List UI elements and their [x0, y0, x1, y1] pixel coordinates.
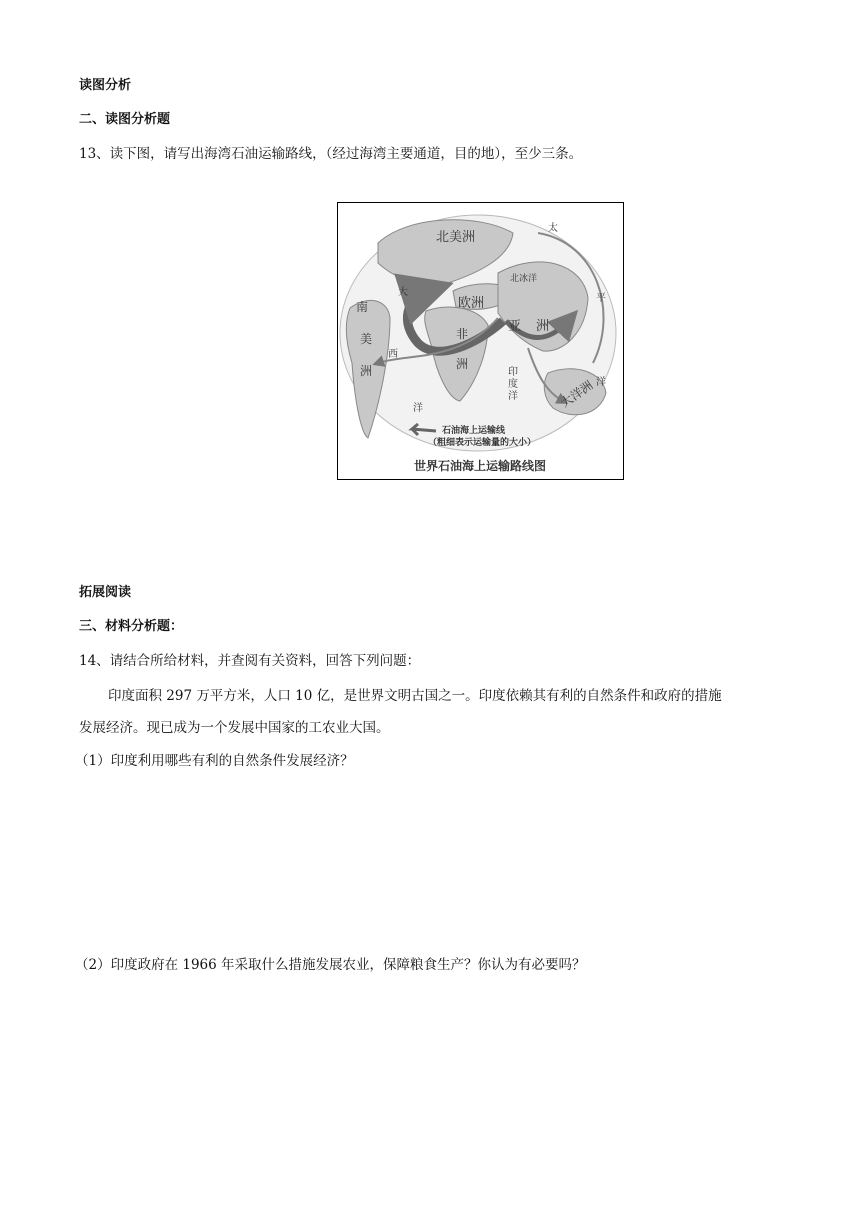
label-pacific-3: 洋	[596, 377, 606, 388]
map-title: 世界石油海上运输路线图	[413, 459, 547, 473]
legend-note: （粗细表示运输量的大小）	[428, 438, 537, 448]
label-north-america: 北美洲	[436, 230, 476, 245]
label-oceania: 大洋洲	[557, 378, 596, 411]
label-asia-1: 亚	[508, 319, 522, 334]
sub-question-1: （1）印度利用哪些有利的自然条件发展经济？	[75, 753, 354, 769]
label-africa-2: 洲	[456, 357, 469, 371]
material-line-2: 发展经济。现已成为一个发展中国家的工农业大国。	[79, 720, 390, 736]
label-africa-1: 非	[456, 327, 469, 341]
label-indian-2: 度	[508, 379, 518, 390]
label-asia-2: 洲	[536, 319, 550, 334]
label-pacific-1: 太	[548, 223, 558, 234]
label-europe: 欧洲	[458, 296, 485, 311]
material-line-1: 印度面积 297 万平方米，人口 10 亿，是世界文明古国之一。印度依赖其有利的自然条件和政府的措施	[108, 688, 722, 704]
question-14: 14、请结合所给材料，并查阅有关资料，回答下列问题：	[79, 653, 421, 669]
section-heading-reading-map: 读图分析	[79, 78, 132, 93]
label-atlantic-1: 大	[398, 287, 408, 298]
label-atlantic-2: 西	[388, 349, 398, 360]
oil-route-map	[337, 202, 624, 480]
label-south-america-2: 美	[360, 332, 373, 346]
label-pacific-2: 平	[596, 293, 606, 304]
label-south-america-1: 南	[356, 300, 369, 314]
legend-label: 石油海上运输线	[442, 426, 506, 436]
section-heading-extended-reading: 拓展阅读	[79, 585, 132, 600]
label-south-america-3: 洲	[360, 364, 373, 378]
label-arctic: 北冰洋	[510, 274, 538, 284]
section-subheading-2: 二、读图分析题	[79, 112, 171, 127]
label-indian-1: 印	[508, 367, 518, 378]
label-atlantic-3: 洋	[413, 403, 423, 414]
label-indian-3: 洋	[508, 391, 518, 402]
question-13: 13、读下图，请写出海湾石油运输路线，（经过海湾主要通道，目的地），至少三条。	[79, 146, 583, 162]
sub-question-2: （2）印度政府在 1966 年采取什么措施发展农业，保障粮食生产？你认为有必要吗？	[75, 957, 586, 973]
section-subheading-3: 三、材料分析题：	[79, 619, 184, 634]
